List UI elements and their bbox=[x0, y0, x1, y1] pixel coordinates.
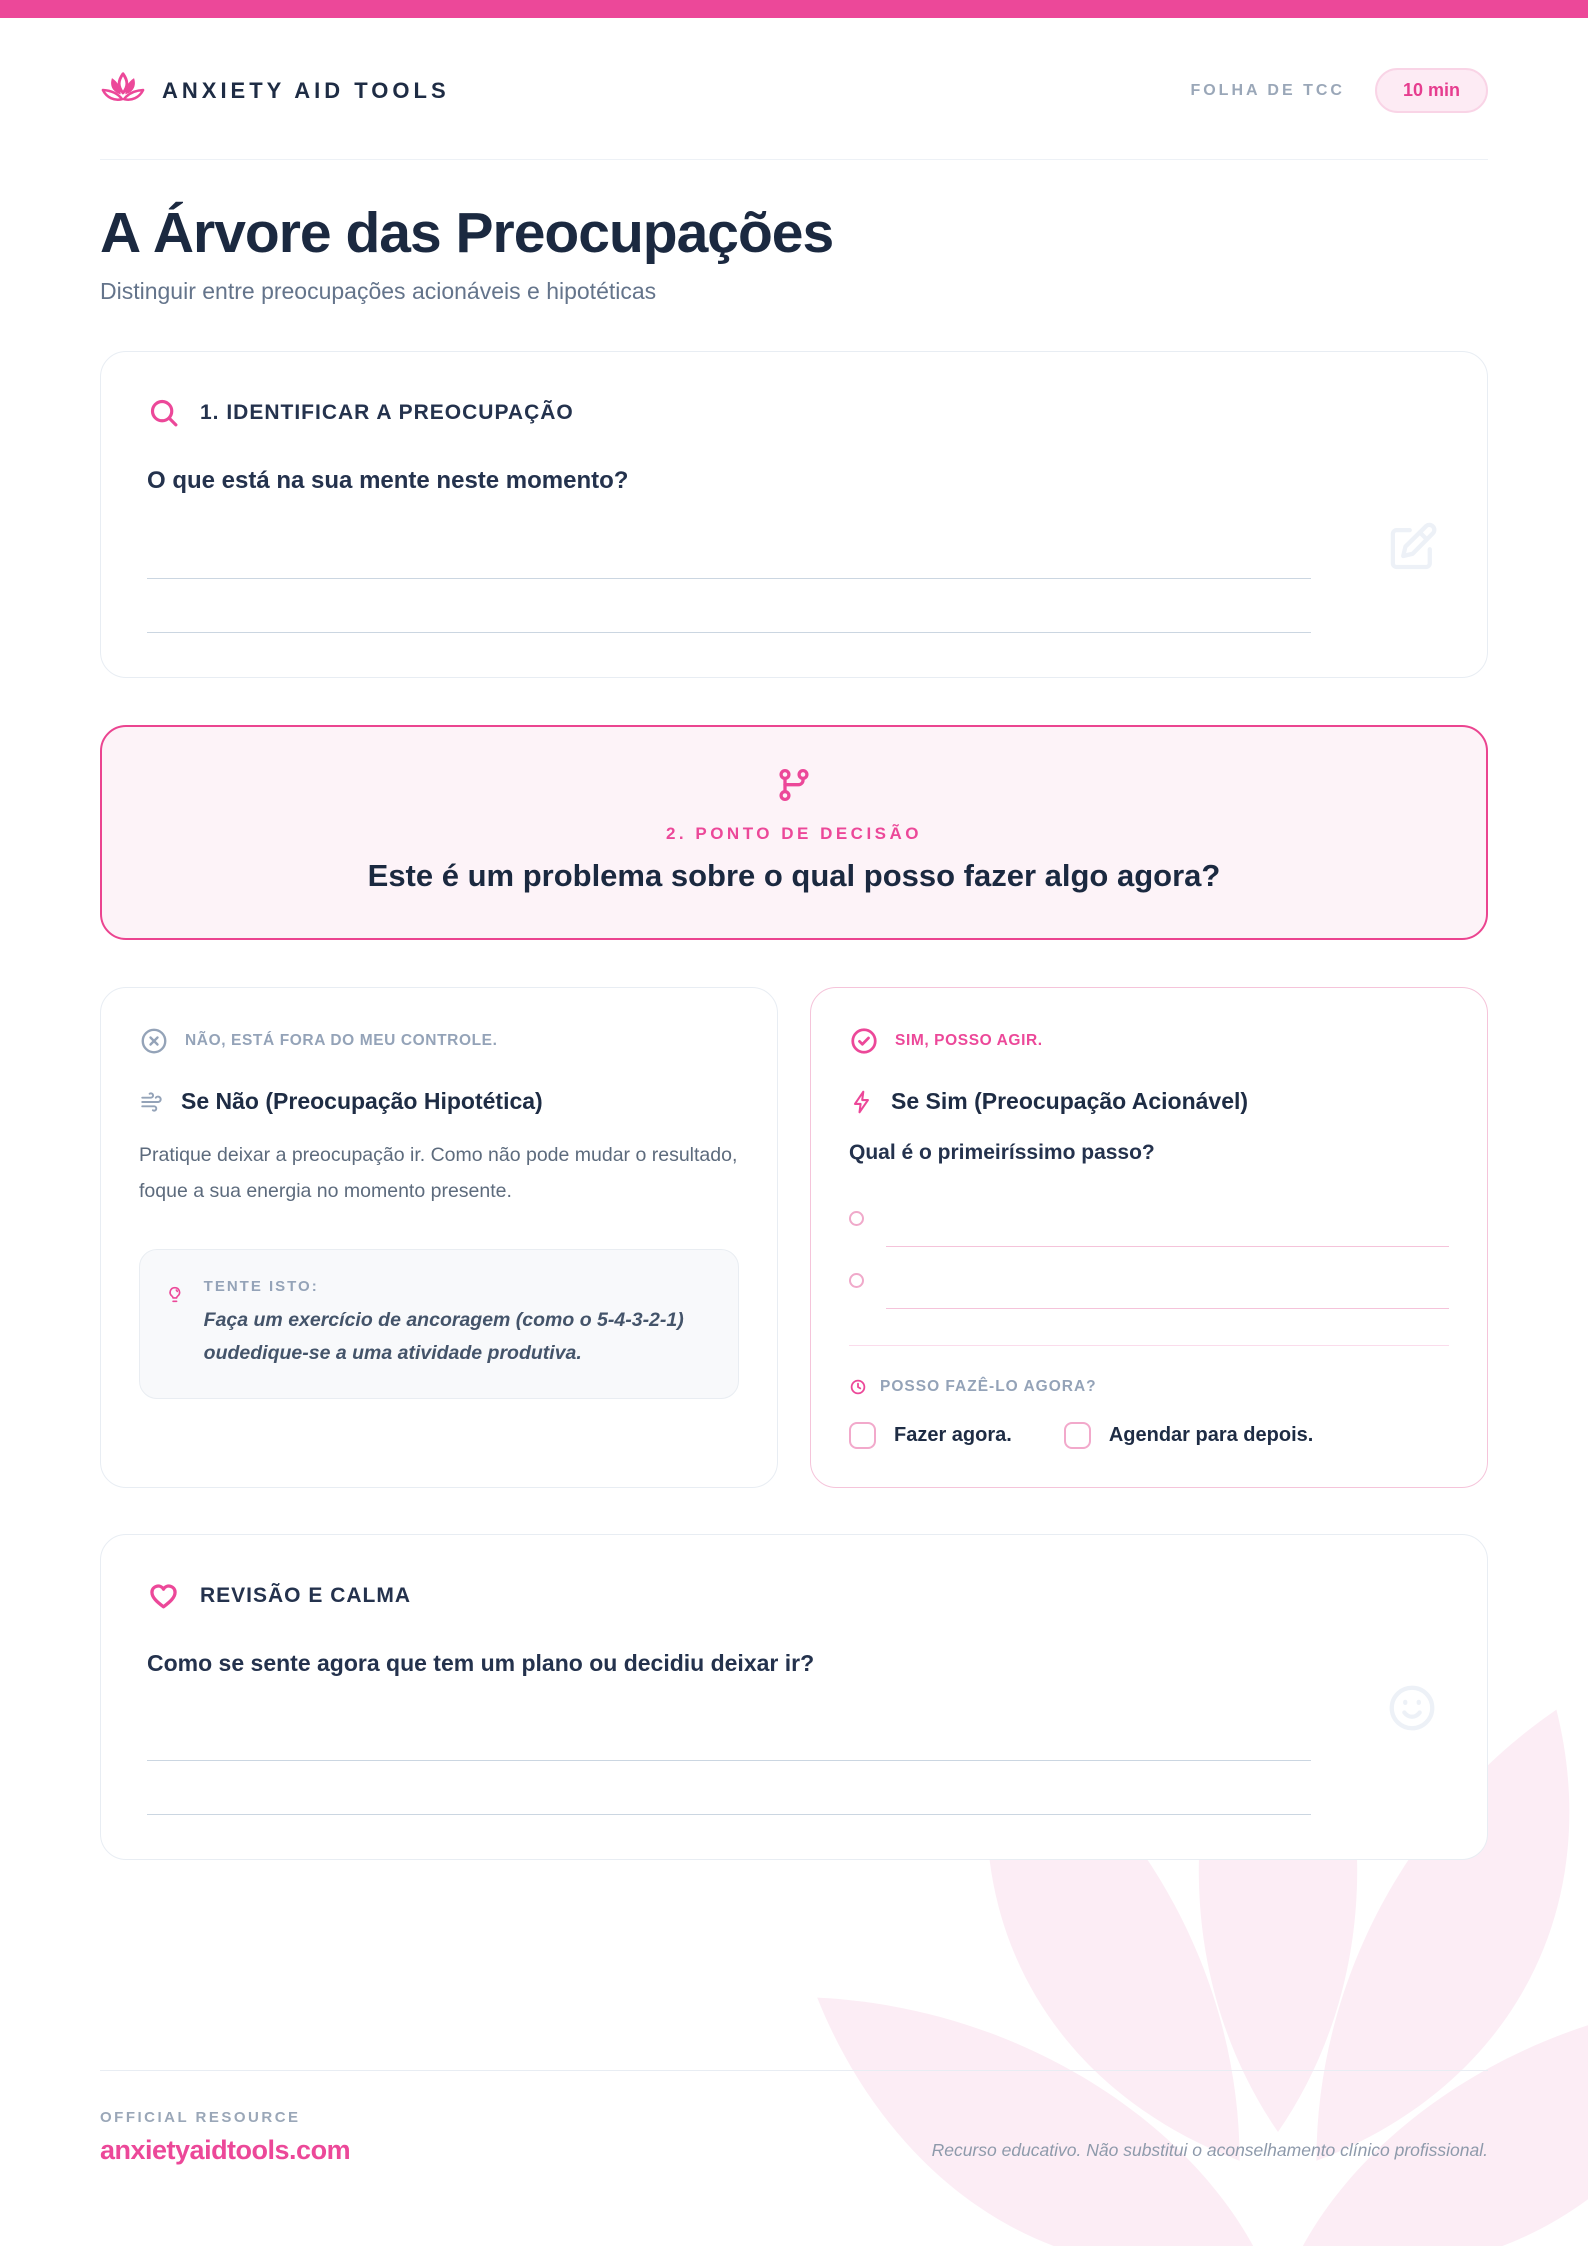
tip-text: Faça um exercício de ancoragem (como o 5-4-3-2-1) oudedique-se a uma atividade produtiva. bbox=[203, 1309, 684, 1365]
lotus-icon bbox=[100, 71, 146, 111]
tip-box bbox=[139, 1249, 739, 1399]
yes-branch-card bbox=[810, 987, 1488, 1488]
first-step-question: Qual é o primeiríssimo passo? bbox=[849, 1141, 1155, 1164]
step-answer-line[interactable] bbox=[886, 1269, 1449, 1309]
answer-line[interactable] bbox=[147, 1707, 1311, 1761]
masthead-right bbox=[1190, 68, 1488, 113]
no-heading: Se Não (Preocupação Hipotética) bbox=[181, 1088, 543, 1114]
no-status-label: NÃO, ESTÁ FORA DO MEU CONTROLE. bbox=[185, 1032, 498, 1049]
decision-section-card bbox=[100, 725, 1488, 940]
bolt-icon bbox=[849, 1089, 875, 1115]
no-body-text: Pratique deixar a preocupação ir. Como não pode mudar o resultado, foque a sua energia no momento presente. bbox=[139, 1144, 738, 1203]
smile-icon bbox=[1385, 1681, 1439, 1735]
masthead bbox=[100, 18, 1488, 160]
branch-icon bbox=[776, 767, 812, 803]
yes-status-label: SIM, POSSO AGIR. bbox=[895, 1032, 1043, 1049]
doc-type-label: FOLHA DE TCC bbox=[1190, 81, 1345, 99]
footer-site-link[interactable]: anxietyaidtools.com bbox=[100, 2135, 351, 2165]
do-now-label: Fazer agora. bbox=[894, 1424, 1012, 1446]
heart-icon bbox=[147, 1579, 180, 1612]
footer-label: OFFICIAL RESOURCE bbox=[100, 2109, 301, 2126]
footer-disclaimer: Recurso educativo. Não substitui o aconselhamento clínico profissional. bbox=[931, 2140, 1488, 2160]
do-now-option[interactable] bbox=[849, 1422, 1012, 1449]
tip-content bbox=[204, 1278, 712, 1370]
review-section-card bbox=[100, 1534, 1488, 1860]
page-subtitle: Distinguir entre preocupações acionáveis e hipotéticas bbox=[100, 278, 657, 304]
clock-icon bbox=[849, 1378, 867, 1396]
tip-label: TENTE ISTO: bbox=[203, 1278, 319, 1296]
step-answer-line[interactable] bbox=[886, 1207, 1449, 1247]
identify-section-card bbox=[100, 351, 1488, 678]
no-branch-card bbox=[100, 987, 778, 1488]
identify-section-head bbox=[147, 396, 1441, 429]
no-heading-row bbox=[139, 1088, 739, 1115]
identify-question: O que está na sua mente neste momento? bbox=[147, 467, 629, 494]
step-input-row bbox=[849, 1269, 1449, 1309]
duration-badge: 10 min bbox=[1375, 68, 1488, 113]
brand bbox=[100, 71, 450, 111]
schedule-later-label: Agendar para depois. bbox=[1108, 1424, 1314, 1446]
decision-kicker: 2. PONTO DE DECISÃO bbox=[665, 824, 923, 843]
divider bbox=[849, 1345, 1449, 1346]
schedule-label-row bbox=[849, 1378, 1449, 1396]
edit-icon bbox=[1385, 520, 1439, 574]
review-section-head bbox=[147, 1579, 1441, 1612]
schedule-later-option[interactable] bbox=[1064, 1422, 1314, 1449]
yes-status-row bbox=[849, 1026, 1449, 1056]
answer-line[interactable] bbox=[147, 1761, 1311, 1815]
footer bbox=[100, 2071, 1488, 2166]
review-question: Como se sente agora que tem um plano ou decidiu deixar ir? bbox=[147, 1650, 815, 1676]
review-section-title: REVISÃO E CALMA bbox=[200, 1583, 412, 1607]
wind-icon bbox=[139, 1089, 165, 1115]
decision-question: Este é um problema sobre o qual posso fazer algo agora? bbox=[367, 858, 1221, 893]
schedule-later-checkbox[interactable] bbox=[1064, 1422, 1091, 1449]
circle-x-icon bbox=[139, 1026, 169, 1056]
branch-columns bbox=[100, 987, 1488, 1488]
review-answer-lines bbox=[147, 1707, 1311, 1815]
page-title: A Árvore das Preocupações bbox=[100, 201, 834, 265]
schedule-options bbox=[849, 1422, 1449, 1449]
yes-heading-row bbox=[849, 1088, 1449, 1115]
search-icon bbox=[147, 396, 180, 429]
footer-left bbox=[100, 2109, 350, 2166]
lightbulb-icon bbox=[166, 1278, 184, 1312]
step-input-row bbox=[849, 1207, 1449, 1247]
step-bullet bbox=[849, 1211, 864, 1226]
do-now-checkbox[interactable] bbox=[849, 1422, 876, 1449]
identify-section-title: 1. IDENTIFICAR A PREOCUPAÇÃO bbox=[200, 400, 574, 424]
identify-answer-lines bbox=[147, 525, 1311, 633]
step-bullet bbox=[849, 1273, 864, 1288]
no-status-row bbox=[139, 1026, 739, 1056]
brand-name: ANXIETY AID TOOLS bbox=[162, 77, 450, 103]
top-accent-bar bbox=[0, 0, 1588, 18]
answer-line[interactable] bbox=[147, 579, 1311, 633]
circle-check-icon bbox=[849, 1026, 879, 1056]
title-block bbox=[100, 200, 1488, 305]
answer-line[interactable] bbox=[147, 525, 1311, 579]
yes-heading: Se Sim (Preocupação Acionável) bbox=[891, 1088, 1249, 1114]
schedule-label: POSSO FAZÊ-LO AGORA? bbox=[880, 1378, 1097, 1395]
